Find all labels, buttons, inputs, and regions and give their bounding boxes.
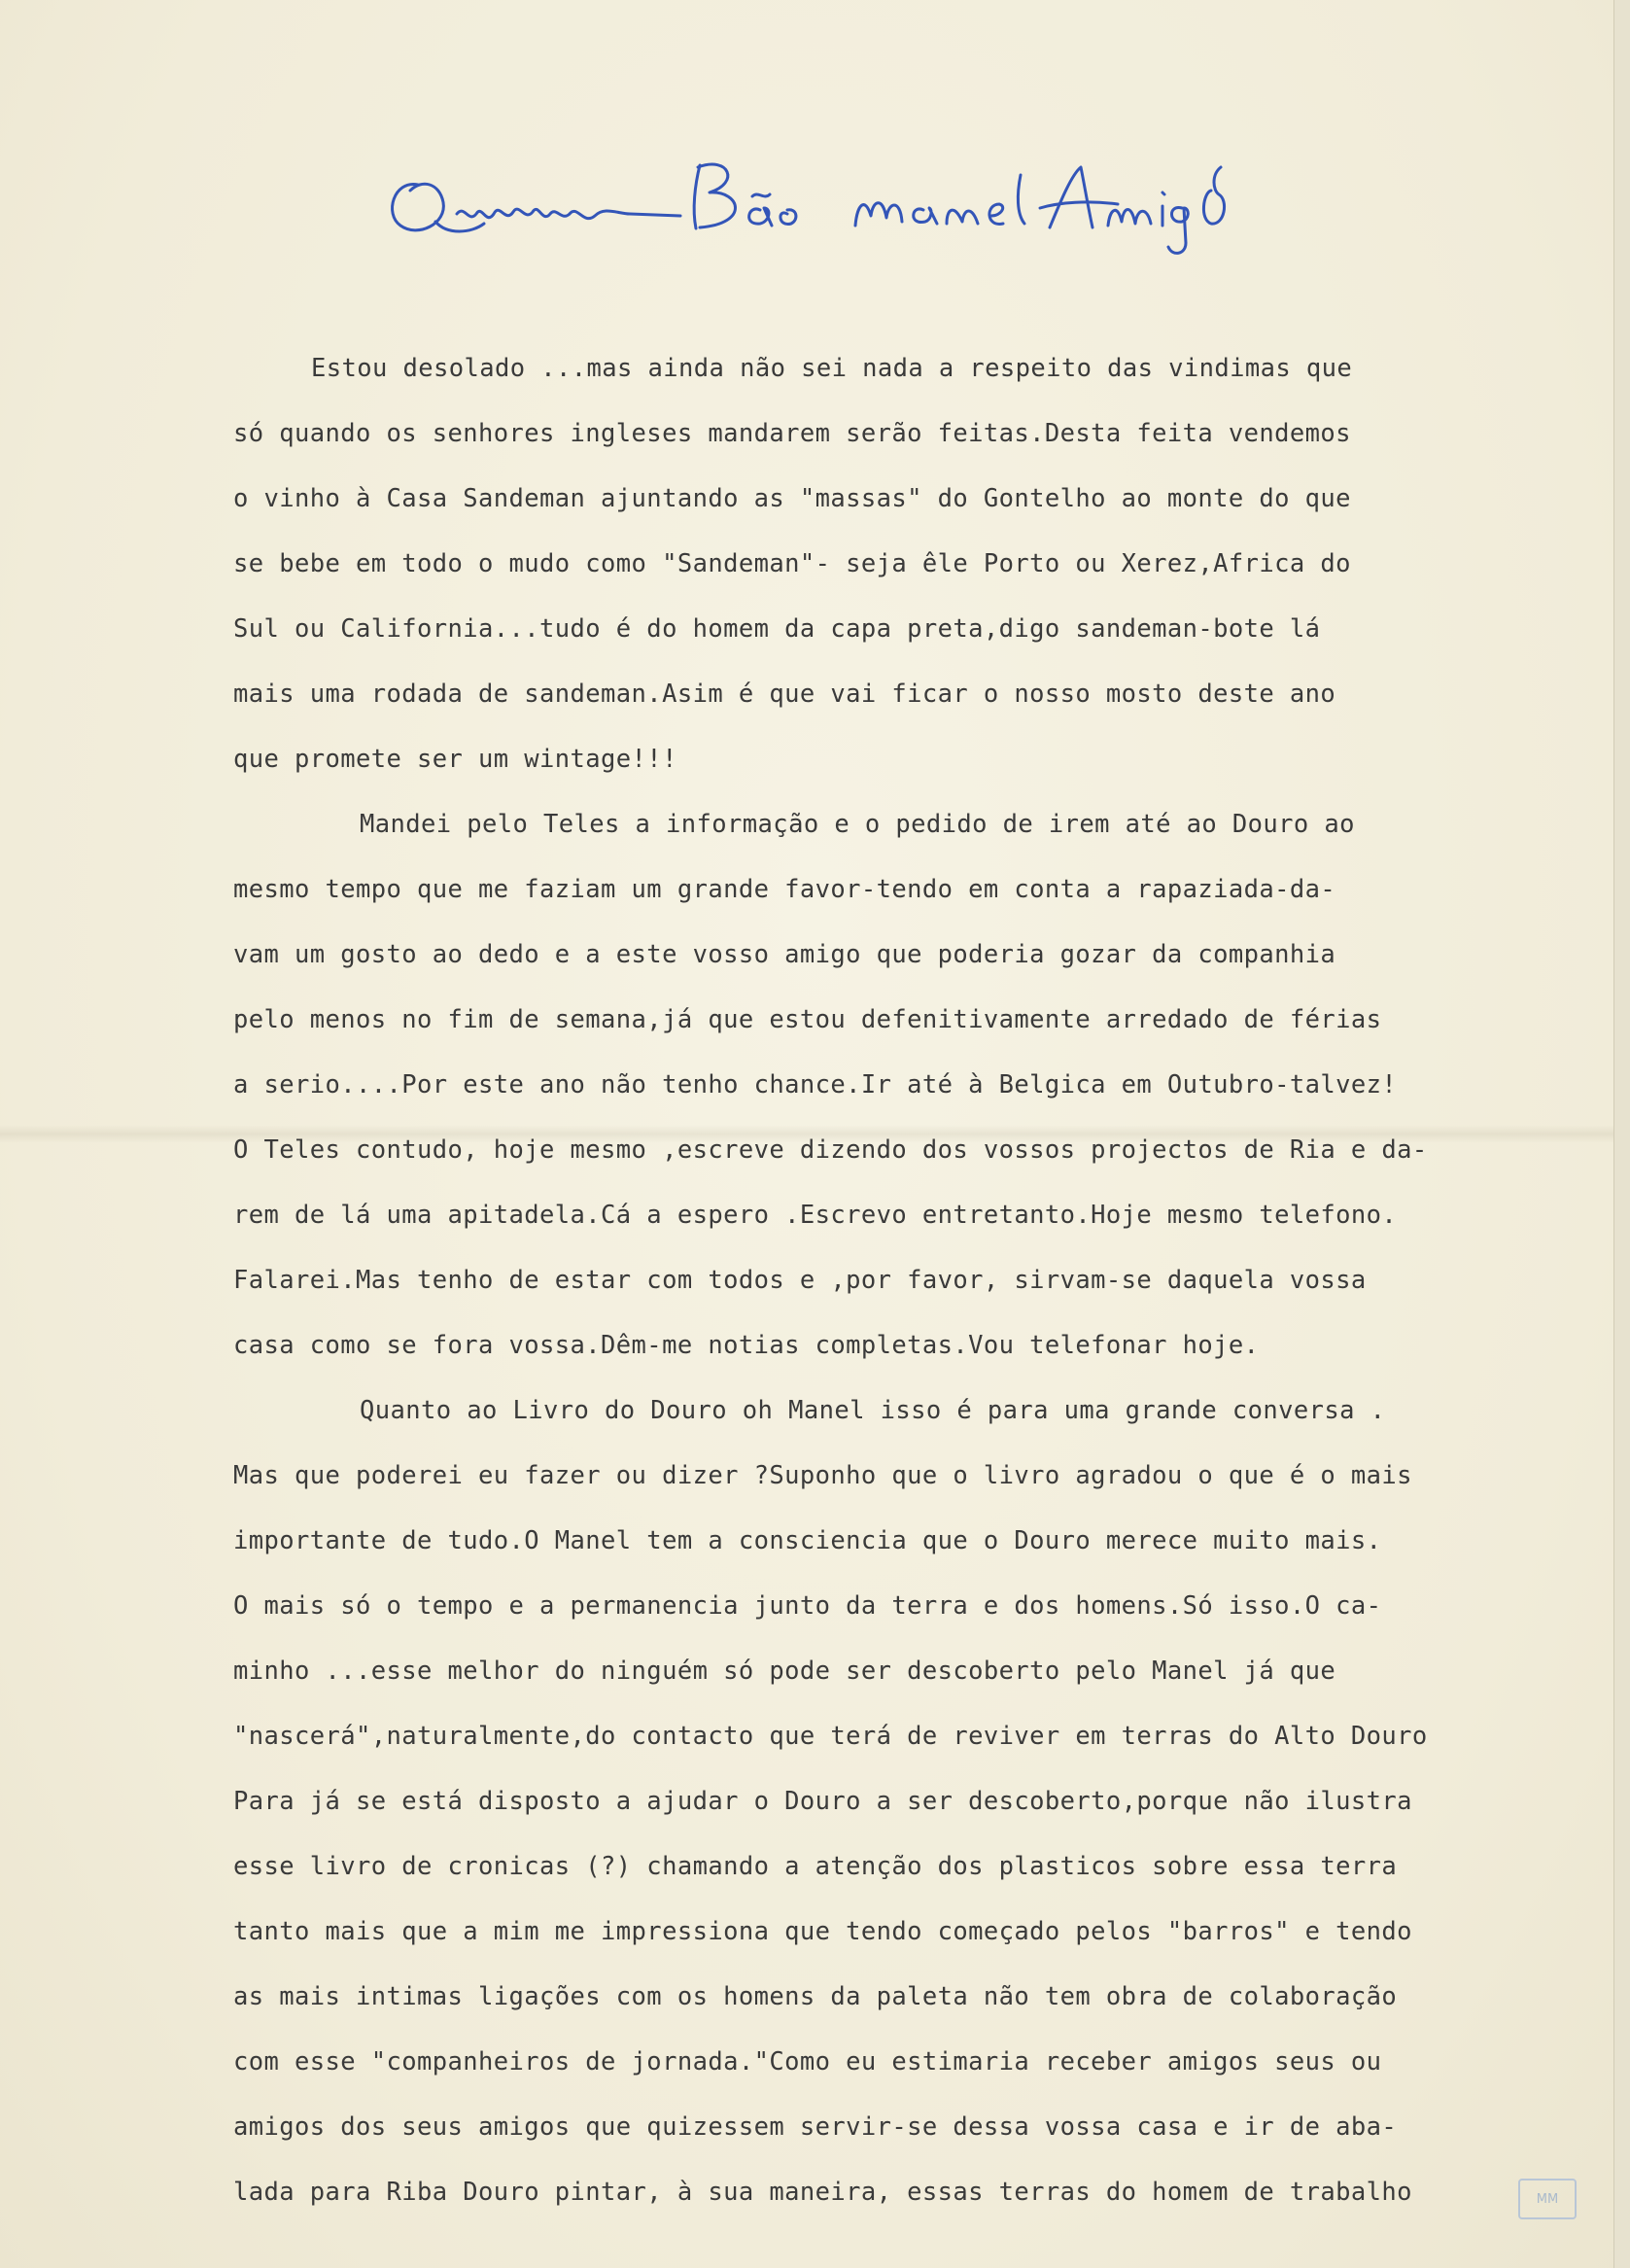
letter-line: amigos dos seus amigos que quizessem servir-se dessa vossa casa e ir de aba- [233, 2112, 1398, 2142]
letter-line: "nascerá",naturalmente,do contacto que terá de reviver em terras do Alto Douro [233, 1722, 1428, 1751]
letter-line: Para já se está disposto a ajudar o Douro a ser descoberto,porque não ilustra [233, 1787, 1412, 1816]
letter-line: que promete ser um wintage!!! [233, 745, 677, 774]
letter-line: Quanto ao Livro do Douro oh Manel isso é para uma grande conversa . [360, 1396, 1386, 1425]
letter-line: as mais intimas ligações com os homens da paleta não tem obra de colaboração [233, 1982, 1398, 2011]
letter-line: mais uma rodada de sandeman.Asim é que vai ficar o nosso mosto deste ano [233, 680, 1336, 709]
letter-line: importante de tudo.O Manel tem a consciencia que o Douro merece muito mais. [233, 1526, 1382, 1555]
letter-line: Falarei.Mas tenho de estar com todos e ,por favor, sirvam-se daquela vossa [233, 1266, 1367, 1295]
letter-line: com esse "companheiros de jornada."Como eu estimaria receber amigos seus ou [233, 2047, 1382, 2076]
letter-line: casa como se fora vossa.Dêm-me notias completas.Vou telefonar hoje. [233, 1331, 1260, 1360]
letter-line: tanto mais que a mim me impressiona que tendo começado pelos "barros" e tendo [233, 1917, 1412, 1946]
letter-line: minho ...esse melhor do ninguém só pode ser descoberto pelo Manel já que [233, 1657, 1336, 1686]
letter-line: o vinho à Casa Sandeman ajuntando as "massas" do Gontelho ao monte do que [233, 484, 1351, 513]
letter-line: esse livro de cronicas (?) chamando a atenção dos plasticos sobre essa terra [233, 1852, 1398, 1881]
letter-line: se bebe em todo o mudo como "Sandeman"- seja êle Porto ou Xerez,Africa do [233, 549, 1351, 578]
handwritten-greeting-signature [379, 146, 1370, 262]
page-edge [1613, 0, 1630, 2268]
archive-stamp: MM [1518, 2179, 1577, 2219]
letter-line: O Teles contudo, hoje mesmo ,escreve dizendo dos vossos projectos de Ria e da- [233, 1135, 1428, 1165]
letter-line: a serio....Por este ano não tenho chance.Ir até à Belgica em Outubro-talvez! [233, 1070, 1398, 1099]
letter-line: Mandei pelo Teles a informação e o pedido de irem até ao Douro ao [360, 810, 1355, 839]
letter-line: rem de lá uma apitadela.Cá a espero .Escrevo entretanto.Hoje mesmo telefono. [233, 1201, 1398, 1230]
letter-line: vam um gosto ao dedo e a este vosso amigo que poderia gozar da companhia [233, 940, 1336, 969]
typewritten-body [233, 348, 1497, 2237]
handwritten-greeting [379, 146, 1370, 262]
letter-line: O mais só o tempo e a permanencia junto da terra e dos homens.Só isso.O ca- [233, 1591, 1382, 1621]
letter-line: lada para Riba Douro pintar, à sua maneira, essas terras do homem de trabalho [233, 2178, 1412, 2207]
letter-line: mesmo tempo que me faziam um grande favor-tendo em conta a rapaziada-da- [233, 875, 1336, 904]
letter-line: pelo menos no fim de semana,já que estou defenitivamente arredado de férias [233, 1005, 1382, 1034]
letter-line: Sul ou California...tudo é do homem da capa preta,digo sandeman-bote lá [233, 614, 1321, 644]
letter-line: Estou desolado ...mas ainda não sei nada a respeito das vindimas que [311, 354, 1353, 383]
letter-line: Mas que poderei eu fazer ou dizer ?Suponho que o livro agradou o que é o mais [233, 1461, 1412, 1490]
letter-line: só quando os senhores ingleses mandarem serão feitas.Desta feita vendemos [233, 419, 1351, 448]
